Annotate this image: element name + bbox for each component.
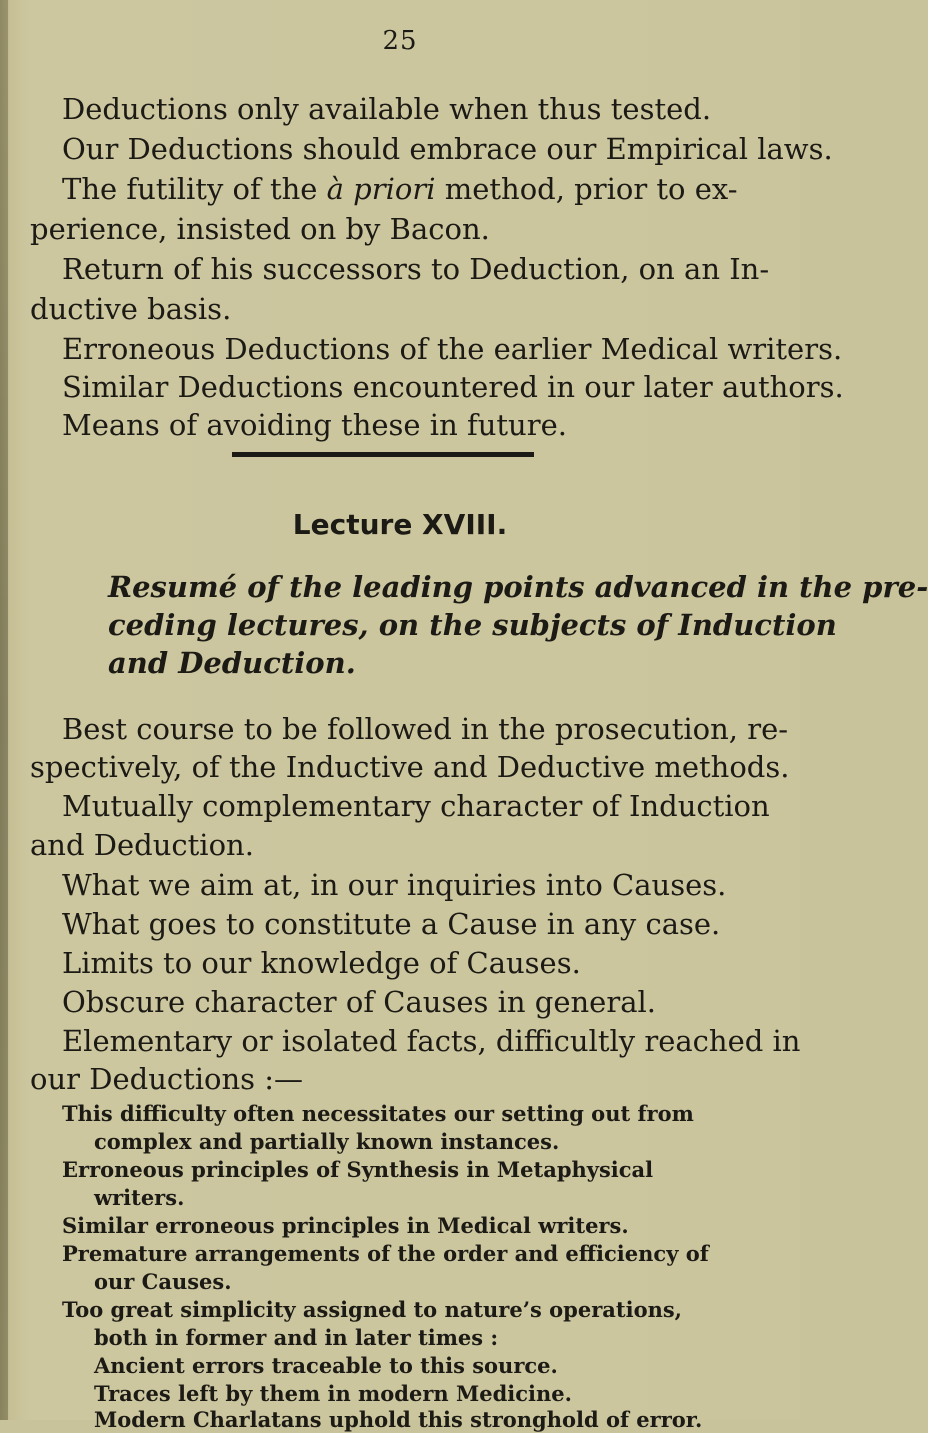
text-line: Best course to be followed in the prosecution, re- [62,712,789,746]
text-line: What goes to constitute a Cause in any case. [62,907,721,941]
text-line: spectively, of the Inductive and Deductive methods. [30,750,790,784]
sub-line: writers. [94,1185,185,1210]
summary-line: Resumé of the leading points advanced in the pre- [108,570,928,604]
text-line: Mutually complementary character of Induction [62,789,770,823]
text-line: ductive basis. [30,292,232,326]
text-line: Erroneous Deductions of the earlier Medical writers. [62,332,843,366]
text-line: Return of his successors to Deduction, on an In- [62,252,770,286]
text-line: Similar Deductions encountered in our later authors. [62,370,844,404]
summary-line: ceding lectures, on the subjects of Induction [108,608,837,642]
sub-line: complex and partially known instances. [94,1129,560,1154]
text-line: The futility of the à priori method, prior to ex- [62,172,738,206]
text-line: perience, insisted on by Bacon. [30,212,490,246]
text-line: Deductions only available when thus tested. [62,92,712,126]
text-line: Our Deductions should embrace our Empirical laws. [62,132,833,166]
sub-line: This difficulty often necessitates our setting out from [62,1101,694,1126]
sub-line: Premature arrangements of the order and efficiency of [62,1241,709,1266]
text-line: and Deduction. [30,828,254,862]
text-line: Obscure character of Causes in general. [62,985,656,1019]
text-line: our Deductions :— [30,1062,304,1096]
summary-line: and Deduction. [108,646,356,680]
section-divider [232,452,534,457]
sub-line: both in former and in later times : [94,1325,499,1350]
text-line: Means of avoiding these in future. [62,408,567,442]
lecture-heading: Lecture XVIII. [292,508,508,541]
sub-line: our Causes. [94,1269,232,1294]
sub-line: Modern Charlatans uphold this stronghold of error. [94,1407,703,1432]
sub-line: Too great simplicity assigned to nature’s operations, [62,1297,682,1322]
text-line: What we aim at, in our inquiries into Causes. [62,868,727,902]
text-line: Limits to our knowledge of Causes. [62,946,581,980]
sub-line: Ancient errors traceable to this source. [94,1353,558,1378]
page-edge-shadow [0,0,8,1420]
text-line: Elementary or isolated facts, difficultly reached in [62,1024,801,1058]
sub-line: Traces left by them in modern Medicine. [94,1381,572,1406]
page-number: 25 [382,26,418,56]
sub-line: Erroneous principles of Synthesis in Metaphysical [62,1157,654,1182]
sub-line: Similar erroneous principles in Medical writers. [62,1213,629,1238]
